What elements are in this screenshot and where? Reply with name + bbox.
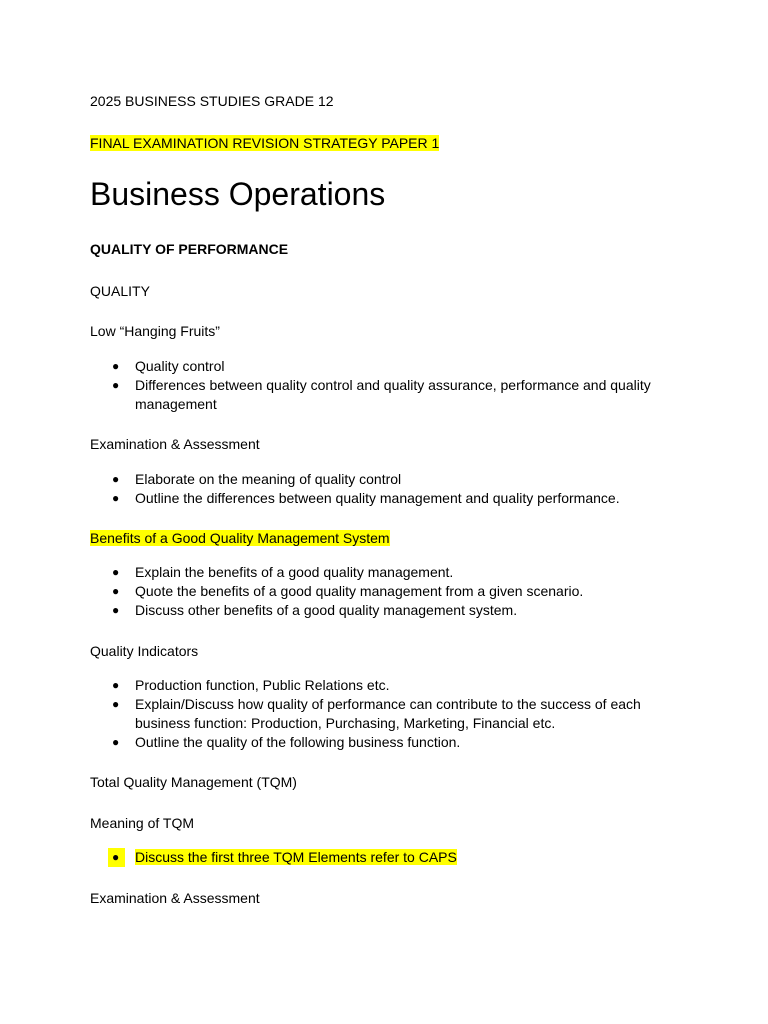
- heading-quality-indicators: Quality Indicators: [90, 643, 199, 659]
- subtitle-highlight: FINAL EXAMINATION REVISION STRATEGY PAPER 1: [90, 135, 440, 151]
- list-meaning-of-tqm: [90, 848, 690, 867]
- bullet-icon: ●: [112, 491, 120, 505]
- bullet-icon: ●: [112, 735, 120, 749]
- list-item: ● Differences between quality control and quality assurance, performance and quality management: [112, 377, 651, 412]
- bullet-icon: ●: [112, 472, 120, 486]
- list-benefits: [90, 563, 690, 620]
- heading-examination-assessment-2: Examination & Assessment: [90, 890, 260, 906]
- heading-tqm: Total Quality Management (TQM): [90, 774, 297, 790]
- list-item: ● Outline the quality of the following business function.: [112, 734, 461, 750]
- heading-meaning-of-tqm: Meaning of TQM: [90, 815, 195, 831]
- bullet-icon: ●: [112, 850, 120, 864]
- heading-low-hanging-fruits: Low “Hanging Fruits”: [90, 323, 220, 339]
- list-item: ● Outline the differences between quality management and quality performance.: [112, 490, 620, 506]
- heading-examination-assessment: Examination & Assessment: [90, 436, 260, 452]
- list-item: ● Explain the benefits of a good quality management.: [112, 564, 454, 580]
- bullet-icon: ●: [112, 603, 120, 617]
- list-low-hanging-fruits: [90, 357, 690, 414]
- list-item: ● Discuss other benefits of a good quality management system.: [112, 602, 518, 618]
- list-item: ● Elaborate on the meaning of quality control: [112, 471, 402, 487]
- list-item: ● Production function, Public Relations etc.: [112, 677, 390, 693]
- list-quality-indicators: [90, 676, 690, 752]
- bullet-icon: ●: [112, 697, 120, 711]
- page-title: Business Operations: [90, 176, 386, 212]
- bullet-icon: ●: [112, 378, 120, 392]
- heading-benefits: [90, 529, 390, 548]
- section-heading-quality: QUALITY: [90, 283, 150, 299]
- list-item: ● Discuss the first three TQM Elements refer to CAPS: [90, 848, 690, 867]
- list-item: ● Quote the benefits of a good quality management from a given scenario.: [112, 583, 584, 599]
- bullet-icon: ●: [112, 584, 120, 598]
- section-heading-quality-of-performance: QUALITY OF PERFORMANCE: [90, 241, 289, 257]
- bullet-icon: ●: [112, 359, 120, 373]
- bullet-icon: ●: [112, 565, 120, 579]
- course-line: 2025 BUSINESS STUDIES GRADE 12: [90, 93, 334, 109]
- list-item: ● Quality control: [112, 358, 225, 374]
- benefits-highlight: Benefits of a Good Quality Management System: [90, 530, 390, 546]
- list-examination-assessment: [90, 470, 690, 508]
- list-item: ● Explain/Discuss how quality of performance can contribute to the success of each business function: Production, Purchasing, Marketing, Financial etc.: [112, 696, 641, 731]
- subtitle-line: [90, 134, 439, 153]
- bullet-icon: ●: [112, 678, 120, 692]
